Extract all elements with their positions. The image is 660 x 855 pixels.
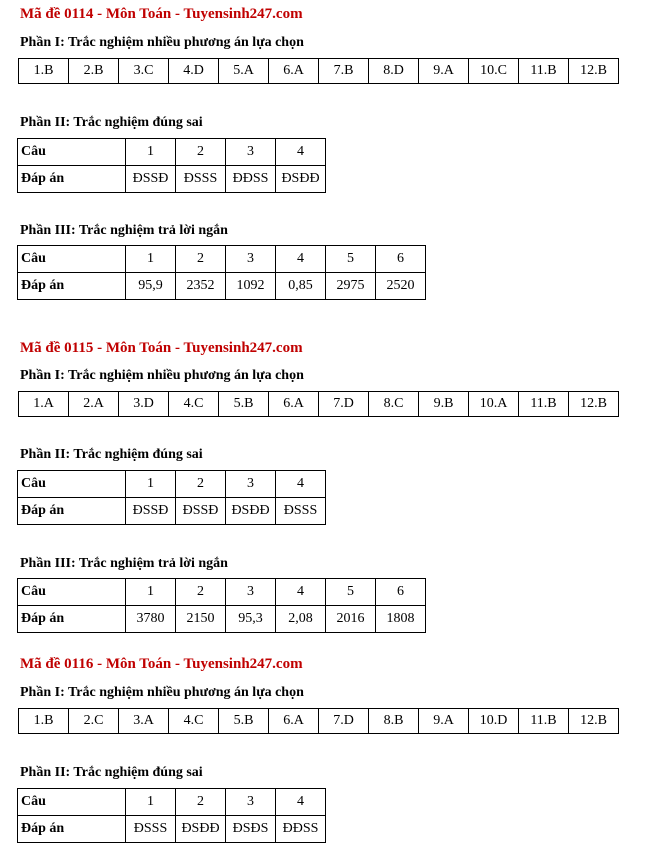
answer-cell: 4.C <box>169 392 219 417</box>
question-cell: 3 <box>226 471 276 498</box>
answer-cell: 3.A <box>119 709 169 734</box>
question-cell: 2 <box>176 246 226 273</box>
part2-answer-table <box>17 470 326 525</box>
table-row <box>18 273 426 300</box>
question-cell: 3 <box>226 139 276 166</box>
answer-row-label: Đáp án <box>18 606 126 633</box>
answer-cell: 6.A <box>269 709 319 734</box>
question-cell: 5 <box>326 246 376 273</box>
question-cell: 1 <box>126 579 176 606</box>
answer-cell: 8.B <box>369 709 419 734</box>
part1-heading: Phần I: Trắc nghiệm nhiều phương án lựa chọn <box>20 35 304 50</box>
answer-cell: ĐĐSS <box>276 816 326 843</box>
answer-cell: 1092 <box>226 273 276 300</box>
answer-cell: 4.D <box>169 59 219 84</box>
answer-cell: ĐSSĐ <box>176 498 226 525</box>
answer-cell: 4.C <box>169 709 219 734</box>
part1-answer-table <box>18 708 619 734</box>
table-row <box>18 246 426 273</box>
question-cell: 4 <box>276 139 326 166</box>
table-row <box>18 471 326 498</box>
question-cell: 2 <box>176 139 226 166</box>
answer-cell: 8.C <box>369 392 419 417</box>
question-cell: 3 <box>226 246 276 273</box>
part1-heading: Phần I: Trắc nghiệm nhiều phương án lựa chọn <box>20 685 304 700</box>
answer-row-label: Đáp án <box>18 816 126 843</box>
answer-cell: 1.B <box>19 709 69 734</box>
answer-cell: 7.D <box>319 392 369 417</box>
question-cell: 3 <box>226 579 276 606</box>
table-row <box>19 59 619 84</box>
answer-cell: 2975 <box>326 273 376 300</box>
answer-cell: 7.B <box>319 59 369 84</box>
question-cell: 6 <box>376 579 426 606</box>
question-cell: 1 <box>126 246 176 273</box>
answer-cell: 2016 <box>326 606 376 633</box>
table-row <box>18 816 326 843</box>
question-cell: 1 <box>126 139 176 166</box>
table-row <box>18 166 326 193</box>
question-cell: 4 <box>276 789 326 816</box>
answer-cell: 12.B <box>569 709 619 734</box>
exam-title: Mã đề 0115 - Môn Toán - Tuyensinh247.com <box>20 340 303 356</box>
question-cell: 5 <box>326 579 376 606</box>
part2-answer-table <box>17 138 326 193</box>
exam-title: Mã đề 0116 - Môn Toán - Tuyensinh247.com <box>20 656 303 672</box>
answer-cell: 1808 <box>376 606 426 633</box>
table-row <box>18 498 326 525</box>
question-row-label: Câu <box>18 246 126 273</box>
answer-cell: 95,9 <box>126 273 176 300</box>
answer-cell: 5.A <box>219 59 269 84</box>
part1-heading: Phần I: Trắc nghiệm nhiều phương án lựa chọn <box>20 368 304 383</box>
answer-cell: 9.B <box>419 392 469 417</box>
answer-cell: 12.B <box>569 392 619 417</box>
answer-cell: 2352 <box>176 273 226 300</box>
part3-heading: Phần III: Trắc nghiệm trả lời ngắn <box>20 556 228 571</box>
question-cell: 1 <box>126 789 176 816</box>
question-row-label: Câu <box>18 579 126 606</box>
question-cell: 2 <box>176 789 226 816</box>
answer-cell: 7.D <box>319 709 369 734</box>
question-cell: 4 <box>276 579 326 606</box>
part1-answer-table <box>18 58 619 84</box>
answer-cell: ĐSĐĐ <box>276 166 326 193</box>
answer-cell: 95,3 <box>226 606 276 633</box>
table-row <box>18 606 426 633</box>
answer-cell: ĐSĐĐ <box>226 498 276 525</box>
table-row <box>18 789 326 816</box>
question-cell: 2 <box>176 471 226 498</box>
question-row-label: Câu <box>18 471 126 498</box>
answer-cell: ĐSSĐ <box>126 498 176 525</box>
answer-cell: 1.A <box>19 392 69 417</box>
table-row <box>18 139 326 166</box>
answer-cell: 2,08 <box>276 606 326 633</box>
table-row <box>18 579 426 606</box>
part2-answer-table <box>17 788 326 843</box>
answer-row-label: Đáp án <box>18 166 126 193</box>
answer-cell: ĐSĐĐ <box>176 816 226 843</box>
part2-heading: Phần II: Trắc nghiệm đúng sai <box>20 447 203 462</box>
answer-cell: 10.D <box>469 709 519 734</box>
answer-cell: 11.B <box>519 392 569 417</box>
part3-heading: Phần III: Trắc nghiệm trả lời ngắn <box>20 223 228 238</box>
answer-cell: ĐSSĐ <box>126 166 176 193</box>
part1-answer-table <box>18 391 619 417</box>
question-cell: 4 <box>276 471 326 498</box>
answer-cell: 2520 <box>376 273 426 300</box>
answer-cell: 10.A <box>469 392 519 417</box>
answer-cell: 5.B <box>219 392 269 417</box>
answer-row-label: Đáp án <box>18 498 126 525</box>
answer-cell: 3.D <box>119 392 169 417</box>
answer-row-label: Đáp án <box>18 273 126 300</box>
answer-cell: 9.A <box>419 59 469 84</box>
answer-cell: ĐSSS <box>126 816 176 843</box>
answer-cell: 2150 <box>176 606 226 633</box>
question-cell: 6 <box>376 246 426 273</box>
answer-cell: 2.C <box>69 709 119 734</box>
answer-cell: 1.B <box>19 59 69 84</box>
answer-cell: 3780 <box>126 606 176 633</box>
question-cell: 1 <box>126 471 176 498</box>
part2-heading: Phần II: Trắc nghiệm đúng sai <box>20 115 203 130</box>
answer-cell: 0,85 <box>276 273 326 300</box>
answer-cell: 2.B <box>69 59 119 84</box>
answer-cell: 6.A <box>269 392 319 417</box>
answer-cell: 9.A <box>419 709 469 734</box>
answer-cell: 11.B <box>519 709 569 734</box>
part2-heading: Phần II: Trắc nghiệm đúng sai <box>20 765 203 780</box>
answer-cell: ĐSSS <box>276 498 326 525</box>
question-cell: 2 <box>176 579 226 606</box>
part3-answer-table <box>17 245 426 300</box>
table-row <box>19 392 619 417</box>
answer-cell: 5.B <box>219 709 269 734</box>
table-row <box>19 709 619 734</box>
question-cell: 3 <box>226 789 276 816</box>
answer-cell: ĐSSS <box>176 166 226 193</box>
exam-title: Mã đề 0114 - Môn Toán - Tuyensinh247.com <box>20 6 303 22</box>
question-cell: 4 <box>276 246 326 273</box>
question-row-label: Câu <box>18 139 126 166</box>
answer-cell: 11.B <box>519 59 569 84</box>
question-row-label: Câu <box>18 789 126 816</box>
answer-cell: 2.A <box>69 392 119 417</box>
answer-cell: 10.C <box>469 59 519 84</box>
answer-cell: 12.B <box>569 59 619 84</box>
answer-cell: ĐĐSS <box>226 166 276 193</box>
answer-cell: 3.C <box>119 59 169 84</box>
answer-cell: ĐSĐS <box>226 816 276 843</box>
answer-cell: 6.A <box>269 59 319 84</box>
answer-cell: 8.D <box>369 59 419 84</box>
part3-answer-table <box>17 578 426 633</box>
